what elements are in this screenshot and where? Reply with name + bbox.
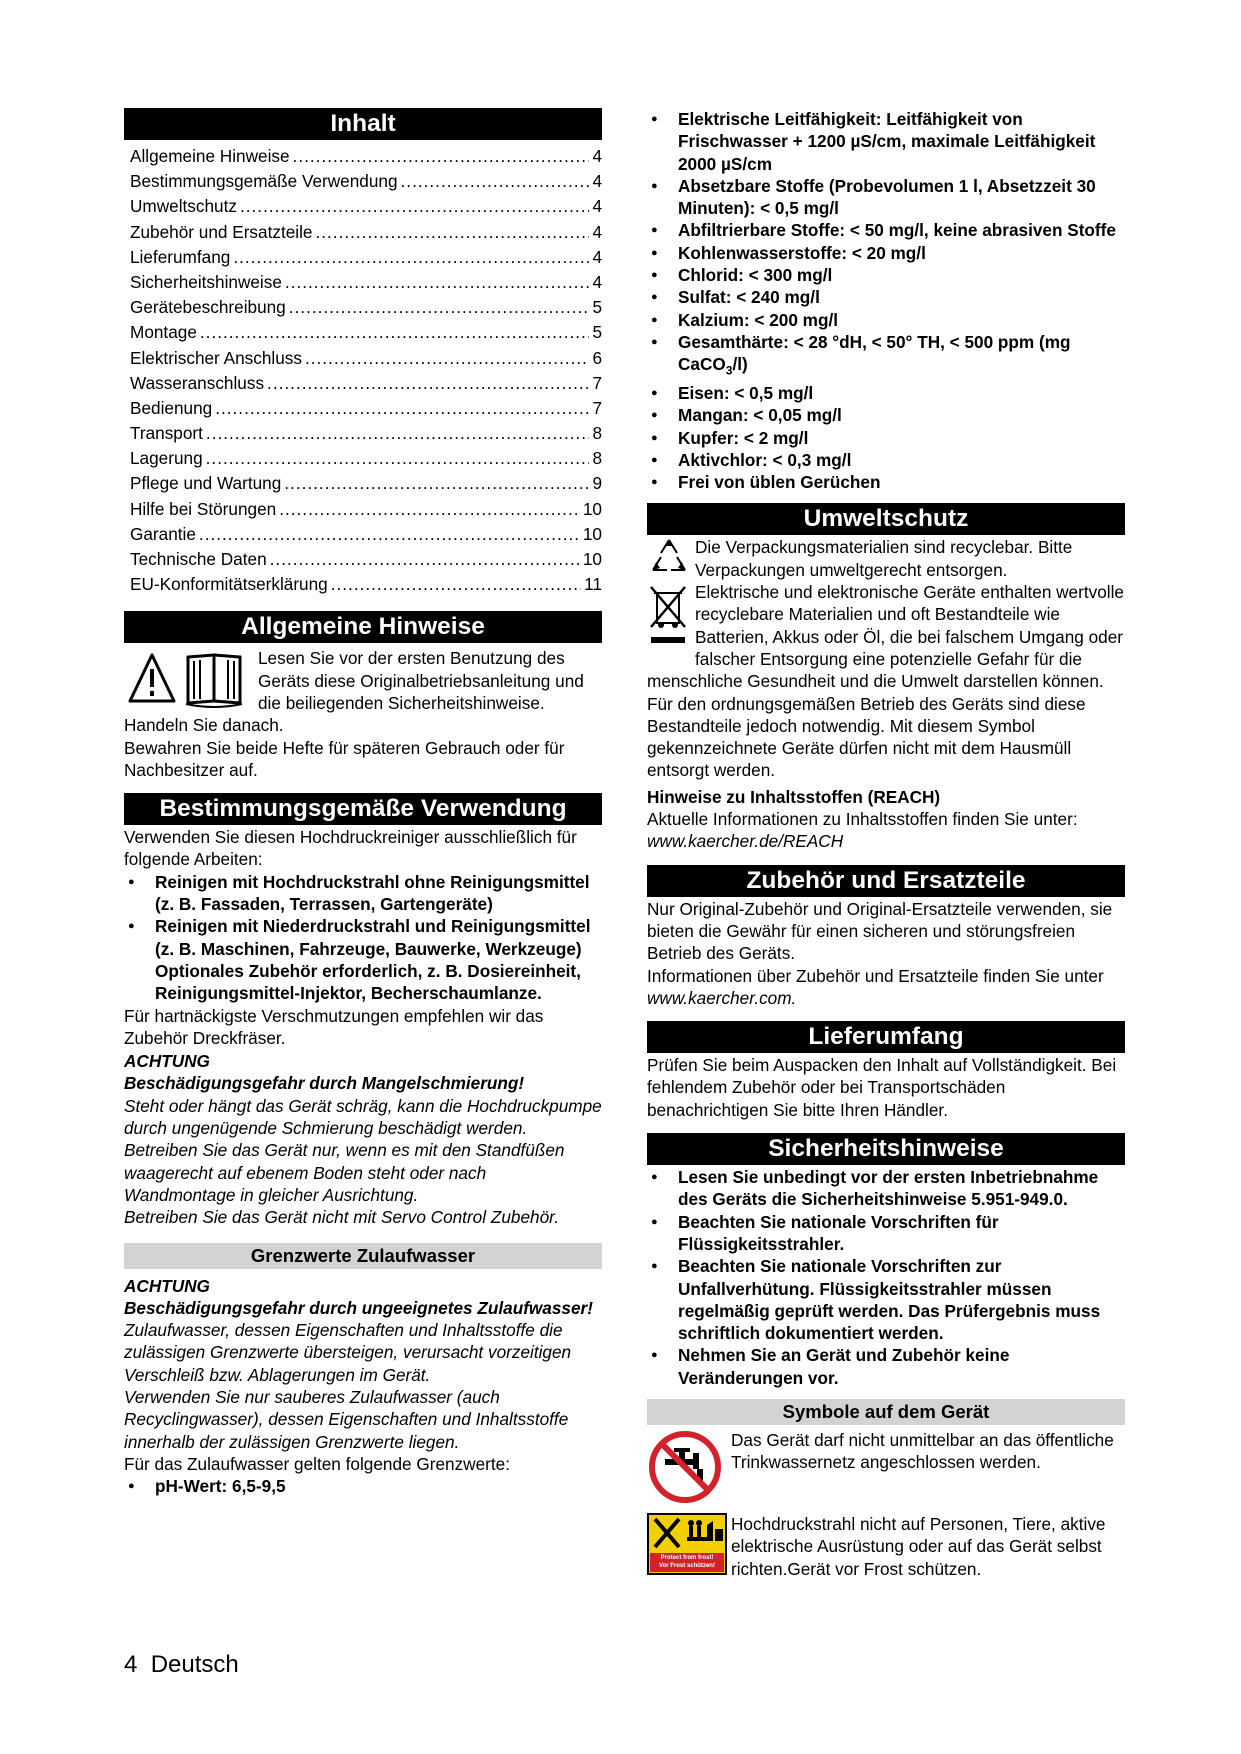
list-item: ● Sulfat: < 240 mg/l <box>647 286 1125 308</box>
verwendung-heading: Bestimmungsgemäße Verwendung <box>124 793 602 825</box>
toc-entry[interactable]: Pflege und Wartung ..... 9 <box>130 471 602 496</box>
symbol-trinkwasser-text: Das Gerät darf nicht unmittelbar an das öffentliche Trinkwassernetz angeschlossen werden. <box>731 1429 1114 1473</box>
toc-entry[interactable]: Allgemeine Hinweise ..... 4 <box>130 144 602 169</box>
warning-text: Steht oder hängt das Gerät schräg, kann die Hochdruckpumpe durch ungenügende Schmierung beschädigt werden. <box>124 1095 602 1139</box>
toc-entry[interactable]: Garantie ..... 10 <box>130 522 602 547</box>
list-item: ● Nehmen Sie an Gerät und Zubehör keine Veränderungen vor. <box>647 1344 1125 1389</box>
toc-entry[interactable]: Lagerung ..... 8 <box>130 446 602 471</box>
warning-title: Beschädigungsgefahr durch Mangelschmierung! <box>124 1073 525 1094</box>
reach-heading: Hinweise zu Inhaltsstoffen (REACH) <box>647 786 941 807</box>
warning-manual-icon <box>124 647 254 713</box>
list-item: ● Kupfer: < 2 mg/l <box>647 427 1125 449</box>
allgemeine-hinweise-p2: Bewahren Sie beide Hefte für späteren Gebrauch oder für Nachbesitzer auf. <box>124 737 565 780</box>
allgemeine-hinweise-heading: Allgemeine Hinweise <box>124 611 602 643</box>
grenzwerte-heading: Grenzwerte Zulaufwasser <box>124 1243 602 1269</box>
list-item: ● Absetzbare Stoffe (Probevolumen 1 l, Absetzzeit 30 Minuten): < 0,5 mg/l <box>647 175 1125 220</box>
toc-entry[interactable]: Sicherheitshinweise ..... 4 <box>130 270 602 295</box>
no-drinking-water-connection-icon <box>647 1429 731 1509</box>
list-item: ● Reinigen mit Hochdruckstrahl ohne Reinigungsmittel (z. B. Fassaden, Terrassen, Gartengeräte) <box>124 871 602 916</box>
symbol-row-trinkwasser <box>647 1429 1125 1509</box>
frost-label-de: Vor Frost schützen! <box>659 1562 715 1569</box>
toc-entry[interactable]: Elektrischer Anschluss ..... 6 <box>130 346 602 371</box>
dreckfraeser-note: Für hartnäckigste Verschmutzungen empfehlen wir das Zubehör Dreckfräser. <box>124 1005 544 1048</box>
verwendung-intro: Verwenden Sie diesen Hochdruckreiniger ausschließlich für folgende Arbeiten: <box>124 827 577 870</box>
toc-entry[interactable]: Gerätebeschreibung ..... 5 <box>130 295 602 320</box>
page-number: 4 <box>124 1651 138 1678</box>
symbol-hochdruck-text: Hochdruckstrahl nicht auf Personen, Tiere, aktive elektrische Ausrüstung oder auf das Gerät selbst richten.Gerät vor Frost schützen. <box>731 1513 1106 1579</box>
list-item: ● Beachten Sie nationale Vorschriften zur Unfallverhütung. Flüssigkeitsstrahler müssen regelmäßig geprüft werden. Das Prüfergebnis muss schriftlich dokumentiert werden. <box>647 1255 1125 1344</box>
symbole-heading: Symbole auf dem Gerät <box>647 1399 1125 1425</box>
list-item: ● Kohlenwasserstoffe: < 20 mg/l <box>647 242 1125 264</box>
reach-link[interactable]: www.kaercher.de/REACH <box>647 831 844 852</box>
toc-entry[interactable]: Zubehör und Ersatzteile ..... 4 <box>130 220 602 245</box>
list-item: ● Beachten Sie nationale Vorschriften für Flüssigkeitsstrahler. <box>647 1211 1125 1256</box>
toc-entry[interactable]: Bestimmungsgemäße Verwendung ..... 4 <box>130 169 602 194</box>
grenzwerte-list <box>647 108 1125 493</box>
list-item: ● pH-Wert: 6,5-9,5 <box>124 1475 602 1497</box>
symbol-row-hochdruck <box>647 1513 1125 1580</box>
toc-entry[interactable]: EU-Konformitätserklärung ..... 11 <box>130 572 602 597</box>
list-item: ● Abfiltrierbare Stoffe: < 50 mg/l, keine abrasiven Stoffe <box>647 219 1125 241</box>
list-item: ● Kalzium: < 200 mg/l <box>647 309 1125 331</box>
frost-label-en: Protect from frost! <box>660 1554 714 1561</box>
verwendung-list <box>124 871 602 1005</box>
sicherheitshinweise-list <box>647 1166 1125 1389</box>
kaercher-link[interactable]: www.kaercher.com. <box>647 987 797 1008</box>
warning-text: Betreiben Sie das Gerät nicht mit Servo Control Zubehör. <box>124 1207 559 1228</box>
toc-entry[interactable]: Wasseranschluss ..... 7 <box>130 371 602 396</box>
page-footer <box>124 1650 239 1680</box>
toc-heading: Inhalt <box>124 108 602 140</box>
toc-entry[interactable]: Transport ..... 8 <box>130 421 602 446</box>
achtung-label: ACHTUNG <box>124 1275 210 1296</box>
list-item: ● Aktivchlor: < 0,3 mg/l <box>647 449 1125 471</box>
list-item: ● Lesen Sie unbedingt vor der ersten Inbetriebnahme des Geräts die Sicherheitshinweise 5.951-949.0. <box>647 1166 1125 1211</box>
zubehoer-p1: Nur Original-Zubehör und Original-Ersatzteile verwenden, sie bieten die Gewähr für einen sicheren und störungsfreien Betrieb des Geräts. <box>647 898 1113 964</box>
sicherheitshinweise-heading: Sicherheitshinweise <box>647 1133 1125 1165</box>
right-column <box>647 108 1125 1580</box>
toc-entry[interactable]: Technische Daten ..... 10 <box>130 547 602 572</box>
umweltschutz-body <box>647 536 1125 852</box>
list-item: ● Mangan: < 0,05 mg/l <box>647 404 1125 426</box>
toc-entry[interactable]: Bedienung ..... 7 <box>130 396 602 421</box>
umweltschutz-p1: Die Verpackungsmaterialien sind recyclebar. Bitte Verpackungen umweltgerecht entsorgen. <box>695 537 1073 580</box>
weee-bin-icon <box>647 583 695 649</box>
list-item: ● Reinigen mit Niederdruckstrahl und Reinigungsmittel (z. B. Maschinen, Fahrzeuge, Bauwerke, Werkzeuge) Optionales Zubehör erforderlich, z. B. Dosiereinheit, Reinigungsmittel-Injektor, Becherschaumlanze. <box>124 915 602 1004</box>
allgemeine-hinweise-p1: Lesen Sie vor der ersten Benutzung des Geräts diese Originalbetriebsanleitung und die beiliegenden Sicherheitshinweise. Handeln Sie danach. <box>124 648 584 736</box>
list-item: ● Gesamthärte: < 28 °dH, < 50° TH, < 500 ppm (mg CaCO$_3$/l) <box>647 331 1125 382</box>
warning-title: Beschädigungsgefahr durch ungeeignetes Zulaufwasser! <box>124 1297 593 1318</box>
toc-entry[interactable]: Umweltschutz ..... 4 <box>130 194 602 219</box>
toc-entry[interactable]: Montage ..... 5 <box>130 320 602 345</box>
warning-text: Zulaufwasser, dessen Eigenschaften und Inhaltsstoffe die zulässigen Grenzwerte übersteigen, verursacht vorzeitigen Verschleiß bzw. Ablagerungen im Gerät. <box>124 1320 572 1385</box>
warning-text: Verwenden Sie nur sauberes Zulaufwasser (auch Recyclingwasser), dessen Eigenschaften und Inhaltsstoffe innerhalb der zulässigen Grenzwerte liegen. <box>124 1386 569 1452</box>
zubehoer-body <box>647 898 1125 1009</box>
list-item: ● Chlorid: < 300 mg/l <box>647 264 1125 286</box>
umweltschutz-heading: Umweltschutz <box>647 503 1125 535</box>
optional-zubehoer-note: Optionales Zubehör erforderlich, z. B. Dosiereinheit, Reinigungsmittel-Injektor, Becherschaumlanze. <box>155 960 581 1004</box>
lieferumfang-heading: Lieferumfang <box>647 1021 1125 1053</box>
achtung-label: ACHTUNG <box>124 1051 210 1072</box>
high-pressure-frost-warning-icon <box>647 1513 731 1577</box>
reach-text: Aktuelle Informationen zu Inhaltsstoffen finden Sie unter: www.kaercher.de/REACH <box>647 809 1078 852</box>
toc-entry[interactable]: Lieferumfang ..... 4 <box>130 245 602 270</box>
verwendung-body <box>124 826 602 1228</box>
zubehoer-heading: Zubehör und Ersatzteile <box>647 865 1125 897</box>
grenzwerte-intro: Für das Zulaufwasser gelten folgende Grenzwerte: <box>124 1453 510 1474</box>
list-item: ● Eisen: < 0,5 mg/l <box>647 382 1125 404</box>
footer-language: Deutsch <box>150 1651 239 1678</box>
left-column <box>124 108 602 1497</box>
list-item: ● Elektrische Leitfähigkeit: Leitfähigkeit von Frischwasser + 1200 µS/cm, maximale Leitfähigkeit 2000 µS/cm <box>647 108 1125 175</box>
umweltschutz-p2: Elektrische und elektronische Geräte enthalten wertvolle recyclebare Materialien und oft Bestandteile wie Batterien, Akkus oder Öl, die bei falschem Umgang oder falscher Entsorgung eine potenzielle Gefahr für die menschliche Gesundheit und die Umwelt darstellen können. Für den ordnungsgemäßen Betrieb des Geräts sind diese Bestandteile jedoch notwendig. Mit diesem Symbol gekennzeichnete Geräte dürfen nicht mit dem Hausmüll entsorgt werden. <box>647 582 1124 781</box>
grenzwerte-list-start <box>124 1475 602 1497</box>
zubehoer-p2: Informationen über Zubehör und Ersatzteile finden Sie unter www.kaercher.com. <box>647 965 1104 1008</box>
recycling-icon <box>647 536 695 580</box>
list-item: ● Frei von üblen Gerüchen <box>647 471 1125 493</box>
toc-entry[interactable]: Hilfe bei Störungen ..... 10 <box>130 497 602 522</box>
toc-list <box>124 144 602 597</box>
warning-text: Betreiben Sie das Gerät nur, wenn es mit den Standfüßen waagerecht auf ebenem Boden steht oder nach Wandmontage in gleicher Ausrichtung. <box>124 1140 565 1205</box>
grenzwerte-body <box>124 1275 602 1498</box>
allgemeine-hinweise-body <box>124 647 602 781</box>
lieferumfang-text: Prüfen Sie beim Auspacken den Inhalt auf Vollständigkeit. Bei fehlendem Zubehör oder bei Transportschäden benachrichtigen Sie bitte Ihren Händler. <box>647 1055 1117 1120</box>
